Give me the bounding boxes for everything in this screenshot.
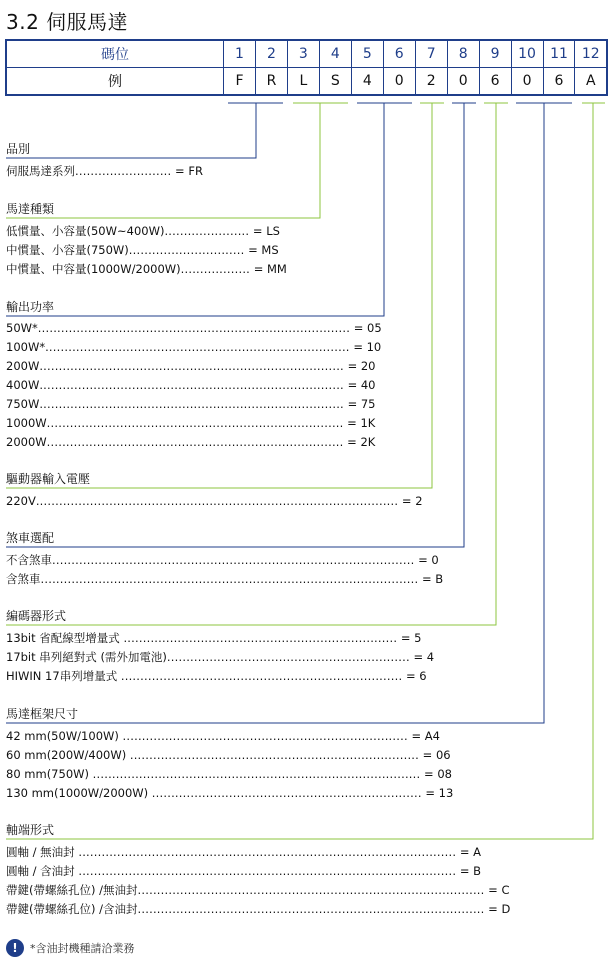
option-value: = 1K — [347, 416, 376, 430]
option-value: = MM — [253, 262, 287, 276]
option-row: 伺服馬達系列......................... = FR — [6, 164, 203, 178]
code-example-cell: 2 — [415, 68, 447, 96]
option-row: 低慣量、小容量(50W~400W)...................... = LS — [6, 224, 280, 238]
section-title: 驅動器輸入電壓 — [6, 472, 91, 486]
option-label: 13bit 省配線型增量式 — [6, 631, 124, 645]
option-label: 60 mm(200W/400W) — [6, 748, 130, 762]
option-row: 2000W............................................................................. = 2K — [6, 435, 376, 449]
code-position-cell: 1 — [224, 40, 256, 68]
option-value: = 13 — [425, 786, 454, 800]
option-value: = FR — [175, 164, 203, 178]
option-value: = B — [422, 572, 444, 586]
option-value: = D — [488, 902, 511, 916]
option-row: 含煞車.................................................................................................. = B — [6, 572, 444, 586]
option-label: 400W — [6, 378, 40, 392]
option-value: = 6 — [405, 669, 427, 683]
option-row: 130 mm(1000W/2000W) ...................................................................... = 13 — [6, 786, 454, 800]
option-row: 帶鍵(帶螺絲孔位) /含油封.......................................................................................... = D — [6, 902, 511, 916]
option-label: 中慣量、中容量(1000W/2000W) — [6, 262, 181, 276]
option-value: = 08 — [424, 767, 452, 781]
code-example-header: 例 — [6, 68, 224, 96]
option-label: 含煞車 — [6, 572, 41, 586]
code-position-cell: 7 — [415, 40, 447, 68]
option-label: 帶鍵(帶螺絲孔位) /含油封 — [6, 902, 138, 916]
option-label: 80 mm(750W) — [6, 767, 93, 781]
option-value: = 06 — [422, 748, 451, 762]
section-title: 品別 — [6, 142, 31, 156]
option-value: = 2 — [401, 494, 423, 508]
code-example-cell: 0 — [511, 68, 543, 96]
option-value: = A — [459, 845, 482, 859]
option-value: = 20 — [347, 359, 376, 373]
code-position-cell: 3 — [287, 40, 319, 68]
section-title: 煞車選配 — [6, 531, 55, 545]
option-label: 42 mm(50W/100W) — [6, 729, 123, 743]
option-label: 220V — [6, 494, 36, 508]
option-row: 帶鍵(帶螺絲孔位) /無油封.......................................................................................... = C — [6, 883, 510, 897]
option-value: = 10 — [353, 340, 382, 354]
option-value: = C — [488, 883, 510, 897]
option-row: 17bit 串列絕對式 (需外加電池)............................................................... = 4 — [6, 650, 435, 664]
section-title: 輸出功率 — [6, 300, 55, 314]
code-position-cell: 12 — [575, 40, 607, 68]
connector-line — [6, 103, 384, 316]
option-value: = 0 — [418, 553, 439, 567]
option-label: 低慣量、小容量(50W~400W) — [6, 224, 165, 238]
code-position-cell: 6 — [383, 40, 415, 68]
option-row: 42 mm(50W/100W) .......................................................................... = A4 — [6, 729, 440, 743]
code-position-cell: 10 — [511, 40, 543, 68]
section-title: 編碼器形式 — [6, 609, 67, 623]
section-title: 馬達框架尺寸 — [6, 707, 79, 721]
option-row: HIWIN 17串列增量式 ......................................................................... = 6 — [6, 669, 427, 683]
option-row: 中慣量、小容量(750W).............................. = MS — [6, 243, 279, 257]
option-row: 圓軸 / 無油封 .................................................................................................. = A — [6, 845, 482, 859]
option-row: 200W............................................................................... = 20 — [6, 359, 376, 373]
code-example-cell: 6 — [543, 68, 575, 96]
option-label: 50W* — [6, 321, 38, 335]
option-label: 750W — [6, 397, 40, 411]
option-label: 100W* — [6, 340, 46, 354]
code-position-cell: 9 — [479, 40, 511, 68]
option-label: 圓軸 / 無油封 — [6, 845, 79, 859]
page-title: 3.2 伺服馬達 — [6, 10, 129, 34]
option-row: 1000W............................................................................. = 1K — [6, 416, 376, 430]
code-example-cell: 4 — [351, 68, 383, 96]
option-label: 17bit 串列絕對式 (需外加電池) — [6, 650, 167, 664]
option-row: 中慣量、中容量(1000W/2000W).................. = MM — [6, 262, 287, 276]
code-example-cell: R — [255, 68, 287, 96]
option-value: = 5 — [400, 631, 422, 645]
code-example-cell: 0 — [447, 68, 479, 96]
section-title: 馬達種類 — [6, 202, 55, 216]
code-example-cell: A — [575, 68, 607, 96]
code-example-cell: L — [287, 68, 319, 96]
code-position-header: 碼位 — [6, 40, 224, 68]
option-label: 帶鍵(帶螺絲孔位) /無油封 — [6, 883, 138, 897]
code-position-cell: 8 — [447, 40, 479, 68]
connector-line — [6, 103, 256, 158]
option-value: = 75 — [347, 397, 376, 411]
code-position-cell: 11 — [543, 40, 575, 68]
option-value: = MS — [248, 243, 279, 257]
option-row: 60 mm(200W/400W) ........................................................................... = 06 — [6, 748, 451, 762]
option-label: 130 mm(1000W/2000W) — [6, 786, 152, 800]
exclamation-icon: ! — [6, 939, 24, 957]
code-example-cell: S — [319, 68, 351, 96]
option-row: 220V.............................................................................................. = 2 — [6, 494, 423, 508]
option-row: 400W............................................................................... = 40 — [6, 378, 376, 392]
option-row: 750W............................................................................... = 75 — [6, 397, 376, 411]
option-row: 50W*................................................................................. = 05 — [6, 321, 382, 335]
option-label: HIWIN 17串列增量式 — [6, 669, 121, 683]
option-value: = LS — [252, 224, 280, 238]
code-position-cell: 2 — [255, 40, 287, 68]
option-label: 圓軸 / 含油封 — [6, 864, 79, 878]
code-example-cell: F — [224, 68, 256, 96]
option-label: 2000W — [6, 435, 47, 449]
option-label: 伺服馬達系列 — [6, 164, 75, 178]
footnote-text: *含油封機種請洽業務 — [30, 942, 135, 955]
code-position-cell: 4 — [319, 40, 351, 68]
footnote — [6, 939, 135, 957]
section-title: 軸端形式 — [6, 823, 55, 837]
option-value: = 2K — [347, 435, 376, 449]
option-value: = 4 — [413, 650, 435, 664]
option-label: 不含煞車 — [6, 553, 52, 567]
option-row: 80 mm(750W) ..................................................................................... = 08 — [6, 767, 452, 781]
option-row: 100W*............................................................................... = 10 — [6, 340, 382, 354]
option-value: = 05 — [353, 321, 382, 335]
option-value: = A4 — [411, 729, 440, 743]
option-label: 中慣量、小容量(750W) — [6, 243, 129, 257]
option-row: 13bit 省配線型增量式 ....................................................................... = 5 — [6, 631, 422, 645]
option-row: 不含煞車.............................................................................................. = 0 — [6, 553, 439, 567]
option-value: = B — [459, 864, 482, 878]
option-row: 圓軸 / 含油封 .................................................................................................. = B — [6, 864, 482, 878]
option-value: = 40 — [347, 378, 376, 392]
code-example-cell: 6 — [479, 68, 511, 96]
option-label: 200W — [6, 359, 40, 373]
code-position-cell: 5 — [351, 40, 383, 68]
option-label: 1000W — [6, 416, 47, 430]
code-example-cell: 0 — [383, 68, 415, 96]
